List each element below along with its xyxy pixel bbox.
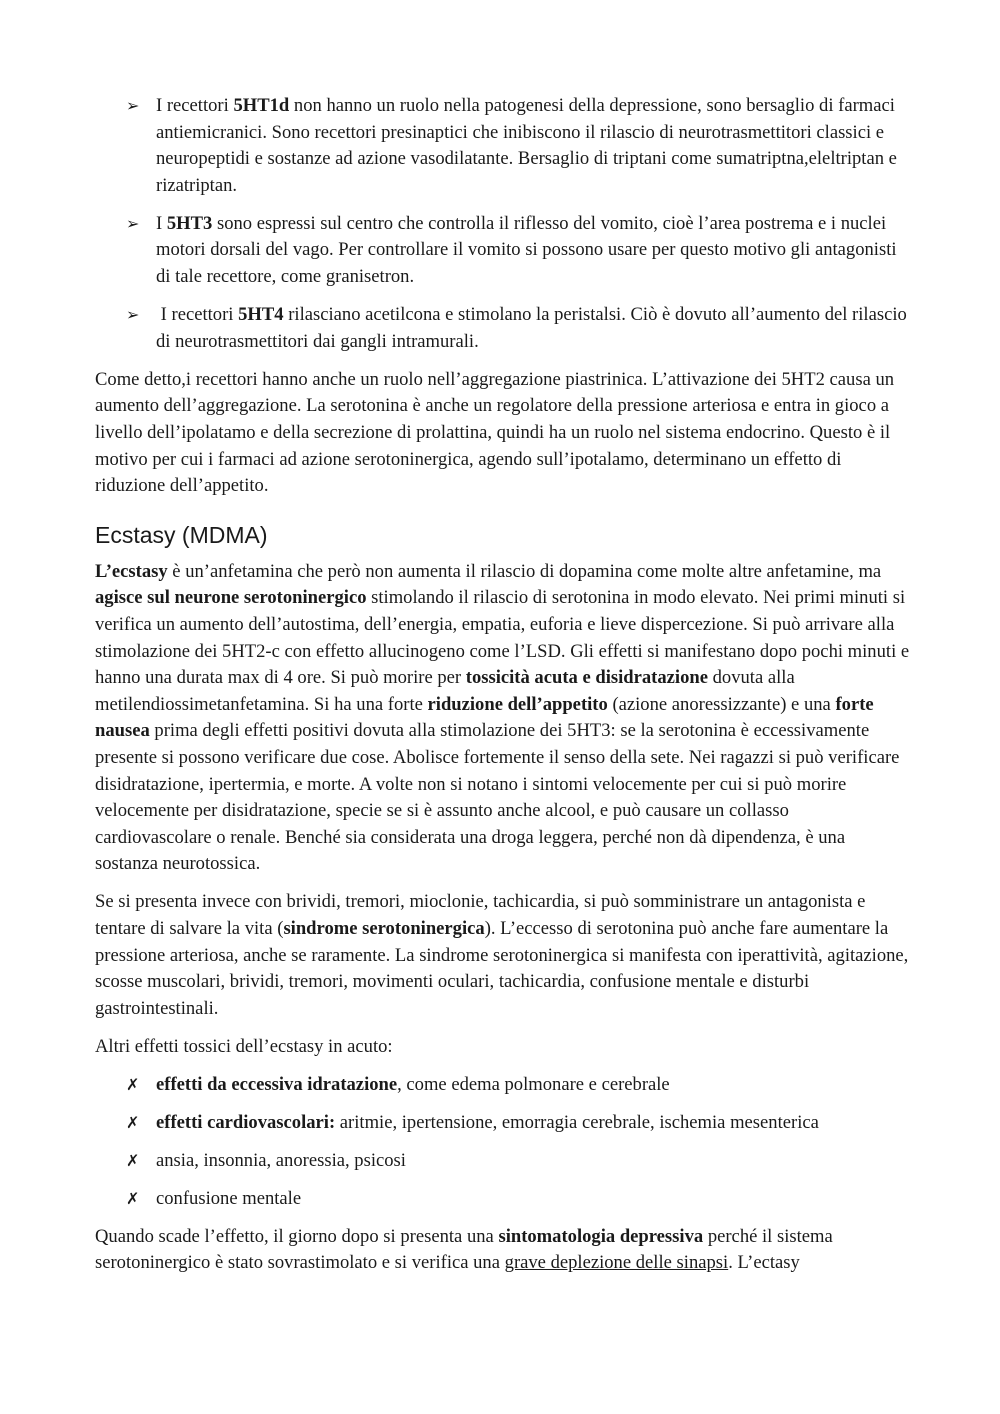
- cross-bullet-icon: ✗: [126, 1188, 140, 1208]
- page-content: [95, 93, 910, 1289]
- list-item-confusion: [95, 1186, 910, 1213]
- arrow-bullet-icon: ➢: [126, 305, 140, 325]
- list-item-5ht1d: [95, 93, 910, 199]
- underlined-text: grave deplezione delle sinapsi: [504, 1252, 729, 1274]
- bold-text: tossicità acuta e disidratazione: [465, 667, 708, 689]
- item-text: non hanno un ruolo nella patogenesi della depressione, sono bersaglio di farmaci antiemicranici. Sono recettori presinaptici che inibiscono il rilascio di neurotrasmettitori classici e neuropeptidi e sostanze ad azione vasodilatante. Bersaglio di triptani come sumatriptna,eleltriptan e rizatriptan.: [156, 95, 897, 196]
- item-text: rilasciano acetilcona e stimolano la peristalsi. Ciò è dovuto all’aumento del rilascio di neurotrasmettitori dai gangli intramurali.: [156, 304, 907, 352]
- bold-text: sintomatologia depressiva: [498, 1225, 704, 1247]
- bold-text: L’ecstasy: [95, 560, 168, 582]
- text: (azione anoressizzante) e una: [607, 693, 836, 715]
- list-item-5ht3: [95, 211, 910, 291]
- list-item-5ht4: [95, 302, 910, 355]
- text: Quando scade l’effetto, il giorno dopo si presenta una: [95, 1225, 499, 1247]
- cross-bullet-icon: ✗: [126, 1074, 140, 1094]
- bold-text: sindrome serotoninergica: [283, 918, 485, 940]
- receptor-list: [95, 93, 910, 355]
- arrow-bullet-icon: ➢: [126, 96, 140, 115]
- text: Se si presenta invece con brividi, tremori, mioclonie, tachicardia, si può somministrare un antagonista e tentare di salvare la vita (: [95, 891, 866, 940]
- list-item-anxiety: [95, 1148, 910, 1175]
- text: perché il sistema serotoninergico è stato sovrastimolato e si verifica una: [95, 1225, 833, 1274]
- paragraph-depletion: [95, 1224, 910, 1277]
- item-bold-term: 5HT3: [166, 212, 213, 234]
- item-text: , come edema polmonare e cerebrale: [397, 1073, 670, 1095]
- section-heading-ecstasy: Ecstasy (MDMA): [95, 521, 268, 548]
- item-bold-term: 5HT4: [238, 304, 284, 326]
- paragraph-toxic-intro: Altri effetti tossici dell’ecstasy in acuto:: [95, 1035, 393, 1057]
- cross-bullet-icon: ✗: [126, 1112, 140, 1132]
- item-bold-term: 5HT1d: [233, 95, 290, 116]
- list-item-cardiovascular: [95, 1110, 910, 1137]
- item-text: I recettori: [156, 304, 239, 326]
- item-bold-term: effetti cardiovascolari:: [156, 1111, 336, 1133]
- text: ). L’eccesso di serotonina può anche fare aumentare la pressione arteriosa, anche se raramente. La sindrome serotoninergica si manifesta con iperattività, agitazione, scosse muscolari, brividi, tremori, movimenti oculari, tachicardia, confusione mentale e disturbi gastrointestinali.: [95, 918, 909, 1019]
- bold-text: riduzione dell’appetito: [427, 693, 608, 715]
- paragraph-ecstasy: [95, 559, 910, 878]
- text: prima degli effetti positivi dovuta alla stimolazione dei 5HT3: se la serotonina è eccessivamente presente si possono verificare due cose. Abolisce fortemente il senso della sete. Nei ragazzi si può verificare disidratazione, ipertermia, e morte. A volte non si notano i sintomi velocemente per cui si può morire velocemente per disidratazione, specie se si è assunto anche alcool, e può causare un collasso cardiovascolare o renale. Benché sia considerata una droga leggera, perché non dà dipendenza, è una sostanza neurotossica.: [95, 720, 900, 875]
- arrow-bullet-icon: ➢: [126, 213, 140, 233]
- item-text: sono espressi sul centro che controlla il riflesso del vomito, cioè l’area postrema e i nuclei motori dorsali del vago. Per controllare il vomito si possono usare per questo motivo gli antagonisti di tale recettore, come granisetron.: [156, 212, 897, 288]
- item-text: I recettori: [156, 95, 234, 116]
- paragraph-serotonin-syndrome: [95, 889, 910, 1022]
- item-bold-term: effetti da eccessiva idratazione: [156, 1073, 398, 1095]
- text: è un’anfetamina che però non aumenta il rilascio di dopamina come molte altre anfetamine, ma: [167, 560, 882, 582]
- paragraph-aggregation: Come detto,i recettori hanno anche un ruolo nell’aggregazione piastrinica. L’attivazione dei 5HT2 causa un aumento dell’aggregazione. La serotonina è anche un regolatore della pressione arteriosa e entra in gioco a livello dell’ipolatamo e della secrezione di prolattina, quindi ha un ruolo nel sistema endocrino. Questo è il motivo per cui i farmaci ad azione serotoninergica, agendo sull’ipotalamo, determinano un effetto di riduzione dell’appetito.: [95, 368, 895, 497]
- item-text: ansia, insonnia, anoressia, psicosi: [156, 1149, 406, 1171]
- list-item-hydration: [95, 1072, 910, 1099]
- cross-bullet-icon: ✗: [126, 1150, 140, 1170]
- bold-text: forte nausea: [95, 693, 874, 742]
- text: . L’ectasy: [728, 1252, 800, 1274]
- item-text: I: [156, 212, 167, 234]
- item-text: confusione mentale: [156, 1187, 302, 1209]
- text: dovuta alla metilendiossimetanfetamina. Si ha una forte: [95, 667, 795, 715]
- text: stimolando il rilascio di serotonina in modo elevato. Nei primi minuti si verifica un aumento dell’autostima, dell’energia, empatia, euforia e lieve dispercezione. Si può arrivare alla stimolazione dei 5HT2-c con effetto allucinogeno come l’LSD. Gli effetti si manifestano dopo pochi minuti e hanno una durata max di 4 ore. Si può morire per: [95, 587, 910, 689]
- toxic-effects-list: [95, 1072, 910, 1213]
- item-text: aritmie, ipertensione, emorragia cerebrale, ischemia mesenterica: [335, 1111, 819, 1133]
- bold-text: agisce sul neurone serotoninergico: [95, 587, 367, 609]
